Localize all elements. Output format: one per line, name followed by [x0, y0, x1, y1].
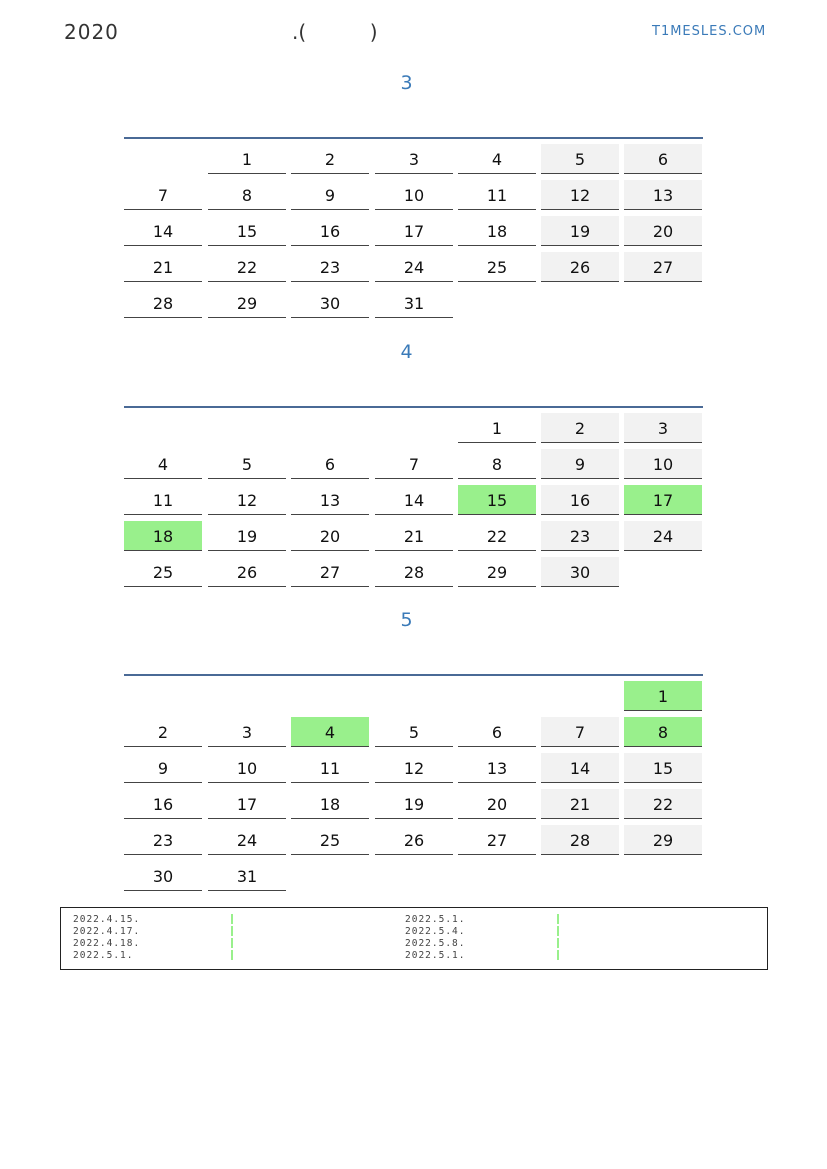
day-cell: 3: [375, 144, 453, 174]
note-left-4: 2022.5.1.: [73, 950, 134, 961]
day-cell: 26: [375, 825, 453, 855]
day-cell: 2: [124, 717, 202, 747]
day-cell: 28: [375, 557, 453, 587]
day-cell: 29: [458, 557, 536, 587]
day-cell-weekend: 19: [541, 216, 619, 246]
month-title-may: 5: [400, 609, 413, 631]
note-right-3: 2022.5.8.: [405, 938, 466, 949]
day-cell: 13: [291, 485, 369, 515]
day-cell: 6: [458, 717, 536, 747]
month-title-april: 4: [400, 341, 413, 363]
day-cell: 18: [458, 216, 536, 246]
day-cell: 20: [291, 521, 369, 551]
day-cell: 25: [291, 825, 369, 855]
day-cell-weekend: 22: [624, 789, 702, 819]
day-cell-holiday: 1: [624, 681, 702, 711]
day-cell: 25: [124, 557, 202, 587]
day-cell: 8: [208, 180, 286, 210]
day-cell: 16: [124, 789, 202, 819]
day-cell: 29: [208, 288, 286, 318]
day-cell-weekend: 23: [541, 521, 619, 551]
site-logo[interactable]: T1MESLES.COM: [652, 24, 767, 39]
day-cell: 8: [458, 449, 536, 479]
day-cell: 20: [458, 789, 536, 819]
day-cell-weekend: 5: [541, 144, 619, 174]
day-cell: 23: [124, 825, 202, 855]
day-cell: 24: [375, 252, 453, 282]
note-mark: [231, 926, 233, 936]
day-cell: 26: [208, 557, 286, 587]
day-cell: 25: [458, 252, 536, 282]
day-cell: 30: [291, 288, 369, 318]
day-cell: 21: [375, 521, 453, 551]
day-cell-holiday: 8: [624, 717, 702, 747]
day-cell: 22: [458, 521, 536, 551]
day-cell-holiday: 17: [624, 485, 702, 515]
day-cell-weekend: 30: [541, 557, 619, 587]
day-cell: 1: [458, 413, 536, 443]
note-mark: [557, 926, 559, 936]
day-cell-weekend: 9: [541, 449, 619, 479]
note-mark: [231, 914, 233, 924]
day-cell: 28: [124, 288, 202, 318]
day-cell: 23: [291, 252, 369, 282]
day-cell-weekend: 20: [624, 216, 702, 246]
day-cell: 6: [291, 449, 369, 479]
month-rule-may: [124, 674, 703, 676]
day-cell: 27: [458, 825, 536, 855]
day-cell: 10: [208, 753, 286, 783]
day-cell-weekend: 10: [624, 449, 702, 479]
day-cell-weekend: 3: [624, 413, 702, 443]
note-right-2: 2022.5.4.: [405, 926, 466, 937]
day-cell: 13: [458, 753, 536, 783]
day-cell-weekend: 6: [624, 144, 702, 174]
day-cell: 22: [208, 252, 286, 282]
holiday-notes: [60, 907, 768, 970]
day-cell-weekend: 7: [541, 717, 619, 747]
day-cell: 7: [124, 180, 202, 210]
day-cell: 21: [124, 252, 202, 282]
note-left-1: 2022.4.15.: [73, 914, 141, 925]
month-rule-april: [124, 406, 703, 408]
note-mark: [231, 938, 233, 948]
day-cell: 9: [291, 180, 369, 210]
day-cell: 18: [291, 789, 369, 819]
day-cell-holiday: 18: [124, 521, 202, 551]
day-cell: 27: [291, 557, 369, 587]
header-title: .( ): [292, 20, 378, 44]
day-cell-holiday: 15: [458, 485, 536, 515]
month-title-march: 3: [400, 72, 413, 94]
day-cell: 3: [208, 717, 286, 747]
day-cell-weekend: 2: [541, 413, 619, 443]
day-cell: 31: [375, 288, 453, 318]
note-right-4: 2022.5.1.: [405, 950, 466, 961]
day-cell: 14: [375, 485, 453, 515]
day-cell: 10: [375, 180, 453, 210]
day-cell: 19: [208, 521, 286, 551]
day-cell: 19: [375, 789, 453, 819]
day-cell: 12: [375, 753, 453, 783]
note-mark: [557, 914, 559, 924]
day-cell: 7: [375, 449, 453, 479]
day-cell: 11: [124, 485, 202, 515]
day-cell: 31: [208, 861, 286, 891]
day-cell: 30: [124, 861, 202, 891]
note-left-3: 2022.4.18.: [73, 938, 141, 949]
note-mark: [231, 950, 233, 960]
day-cell-weekend: 27: [624, 252, 702, 282]
day-cell-weekend: 16: [541, 485, 619, 515]
day-cell: 14: [124, 216, 202, 246]
day-cell-weekend: 21: [541, 789, 619, 819]
day-cell: 1: [208, 144, 286, 174]
day-cell: 11: [291, 753, 369, 783]
day-cell: 11: [458, 180, 536, 210]
day-cell-weekend: 15: [624, 753, 702, 783]
note-mark: [557, 950, 559, 960]
day-cell: 24: [208, 825, 286, 855]
day-cell: 17: [208, 789, 286, 819]
day-cell-holiday: 4: [291, 717, 369, 747]
day-cell-weekend: 13: [624, 180, 702, 210]
day-cell-weekend: 14: [541, 753, 619, 783]
day-cell: 2: [291, 144, 369, 174]
day-cell-weekend: 26: [541, 252, 619, 282]
day-cell: 9: [124, 753, 202, 783]
note-left-2: 2022.4.17.: [73, 926, 141, 937]
day-cell-weekend: 24: [624, 521, 702, 551]
day-cell: 5: [208, 449, 286, 479]
day-cell: 12: [208, 485, 286, 515]
day-cell: 4: [124, 449, 202, 479]
month-rule-march: [124, 137, 703, 139]
note-mark: [557, 938, 559, 948]
day-cell: 15: [208, 216, 286, 246]
day-cell: 17: [375, 216, 453, 246]
note-right-1: 2022.5.1.: [405, 914, 466, 925]
day-cell: 4: [458, 144, 536, 174]
header-year: 2020: [64, 20, 119, 44]
day-cell: 5: [375, 717, 453, 747]
day-cell-weekend: 12: [541, 180, 619, 210]
day-cell-weekend: 29: [624, 825, 702, 855]
day-cell-weekend: 28: [541, 825, 619, 855]
day-cell: 16: [291, 216, 369, 246]
